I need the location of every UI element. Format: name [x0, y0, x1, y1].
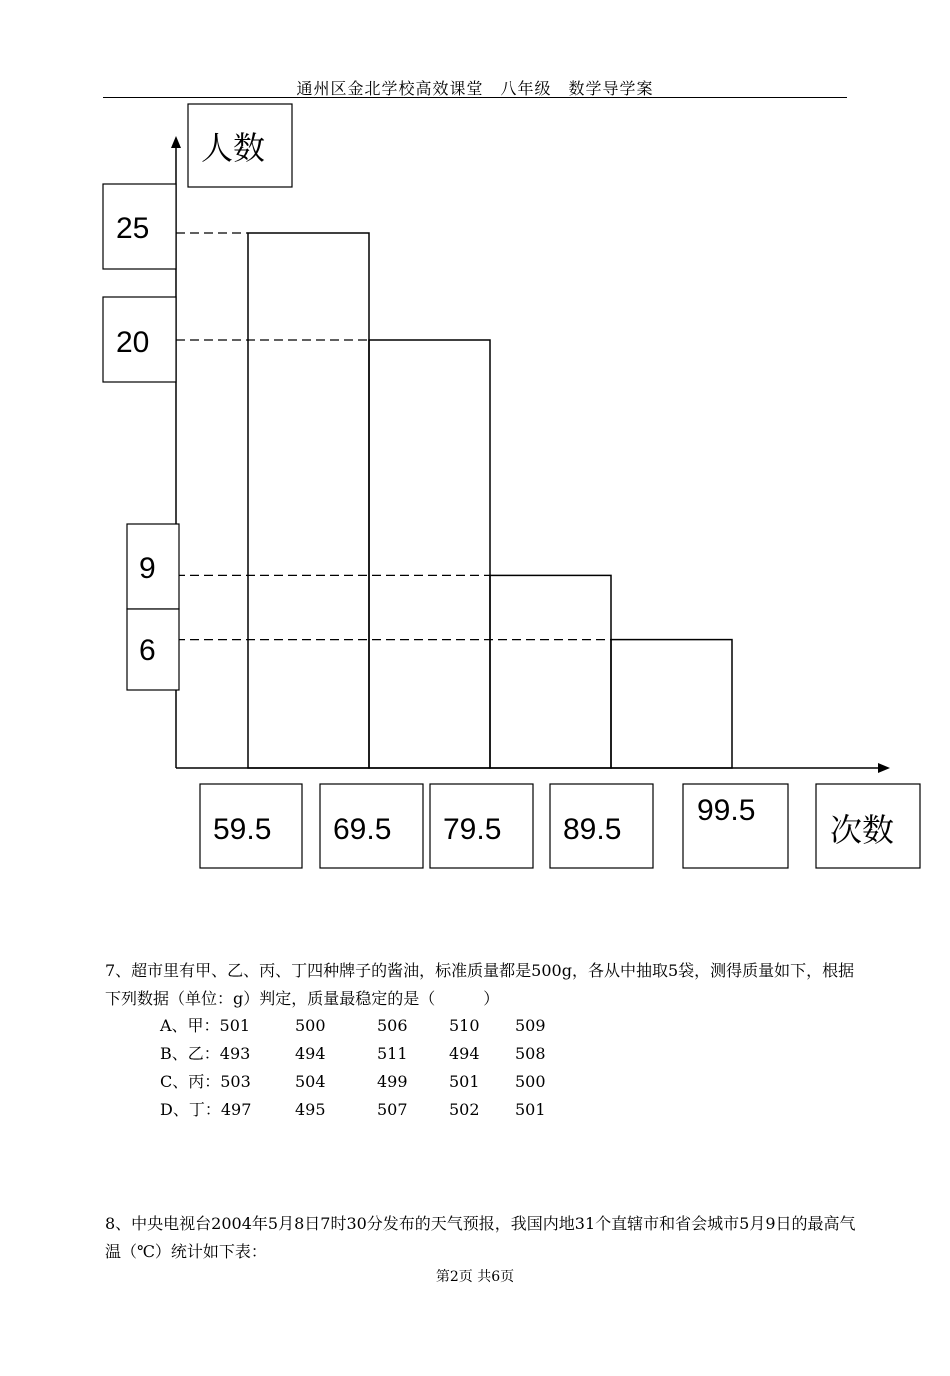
y-tick-labels	[103, 184, 179, 690]
axis-labels	[188, 104, 920, 868]
option-value: 495	[295, 1100, 326, 1119]
x-tick-label: 69.5	[333, 813, 392, 846]
page-footer: 第2页 共6页	[435, 1269, 515, 1285]
histogram-bar	[490, 575, 611, 768]
y-tick-label: 20	[116, 326, 150, 359]
option-value: 500	[295, 1016, 326, 1035]
x-tick-label: 59.5	[213, 813, 272, 846]
chart-bars	[248, 233, 732, 768]
option-value: 507	[377, 1100, 408, 1119]
option-value: 502	[449, 1100, 480, 1119]
option-label: D、丁：497	[160, 1100, 252, 1119]
histogram-chart	[0, 100, 950, 880]
option-value: 501	[449, 1072, 480, 1091]
option-value: 509	[515, 1016, 546, 1035]
chart-axes	[171, 136, 890, 773]
option-value: 500	[515, 1072, 546, 1091]
x-tick-label: 99.5	[697, 794, 756, 827]
header-rule	[103, 97, 847, 98]
option-value: 510	[449, 1016, 480, 1035]
option-value: 506	[377, 1016, 408, 1035]
option-value: 494	[295, 1044, 326, 1063]
option-value: 499	[377, 1072, 408, 1091]
y-axis-label: 人数	[201, 129, 266, 167]
page-header: 通州区金北学校高效课堂 八年级 数学导学案	[296, 79, 654, 98]
x-axis-label: 次数	[830, 811, 895, 849]
x-tick-labels	[200, 784, 788, 868]
histogram-bar	[248, 233, 369, 768]
option-value: 504	[295, 1072, 326, 1091]
option-value: 501	[515, 1100, 546, 1119]
y-tick-label: 25	[116, 212, 150, 245]
option-label: C、丙：503	[160, 1072, 251, 1091]
question-8-text: 8、中央电视台2004年5月8日7时30分发布的天气预报，我国内地31个直辖市和省会城市5月9日的最高气温（℃）统计如下表：	[105, 1214, 856, 1261]
option-value: 508	[515, 1044, 546, 1063]
option-value: 494	[449, 1044, 480, 1063]
y-axis-arrow	[171, 136, 181, 148]
x-axis-arrow	[878, 763, 890, 773]
histogram-bar	[369, 340, 490, 768]
option-label: B、乙：493	[160, 1044, 251, 1063]
question-7-text: 7、超市里有甲、乙、丙、丁四种牌子的酱油，标准质量都是500g，各从中抽取5袋，测得质量如下，根据下列数据（单位：g）判定，质量最稳定的是（ ）	[105, 961, 855, 1008]
histogram-bar	[611, 640, 732, 768]
y-tick-label: 9	[139, 552, 156, 585]
chart-guides	[176, 233, 611, 640]
y-tick-label: 6	[139, 634, 156, 667]
x-tick-label: 79.5	[443, 813, 502, 846]
option-label: A、甲：501	[160, 1016, 251, 1035]
x-tick-label: 89.5	[563, 813, 622, 846]
option-value: 511	[377, 1044, 408, 1063]
